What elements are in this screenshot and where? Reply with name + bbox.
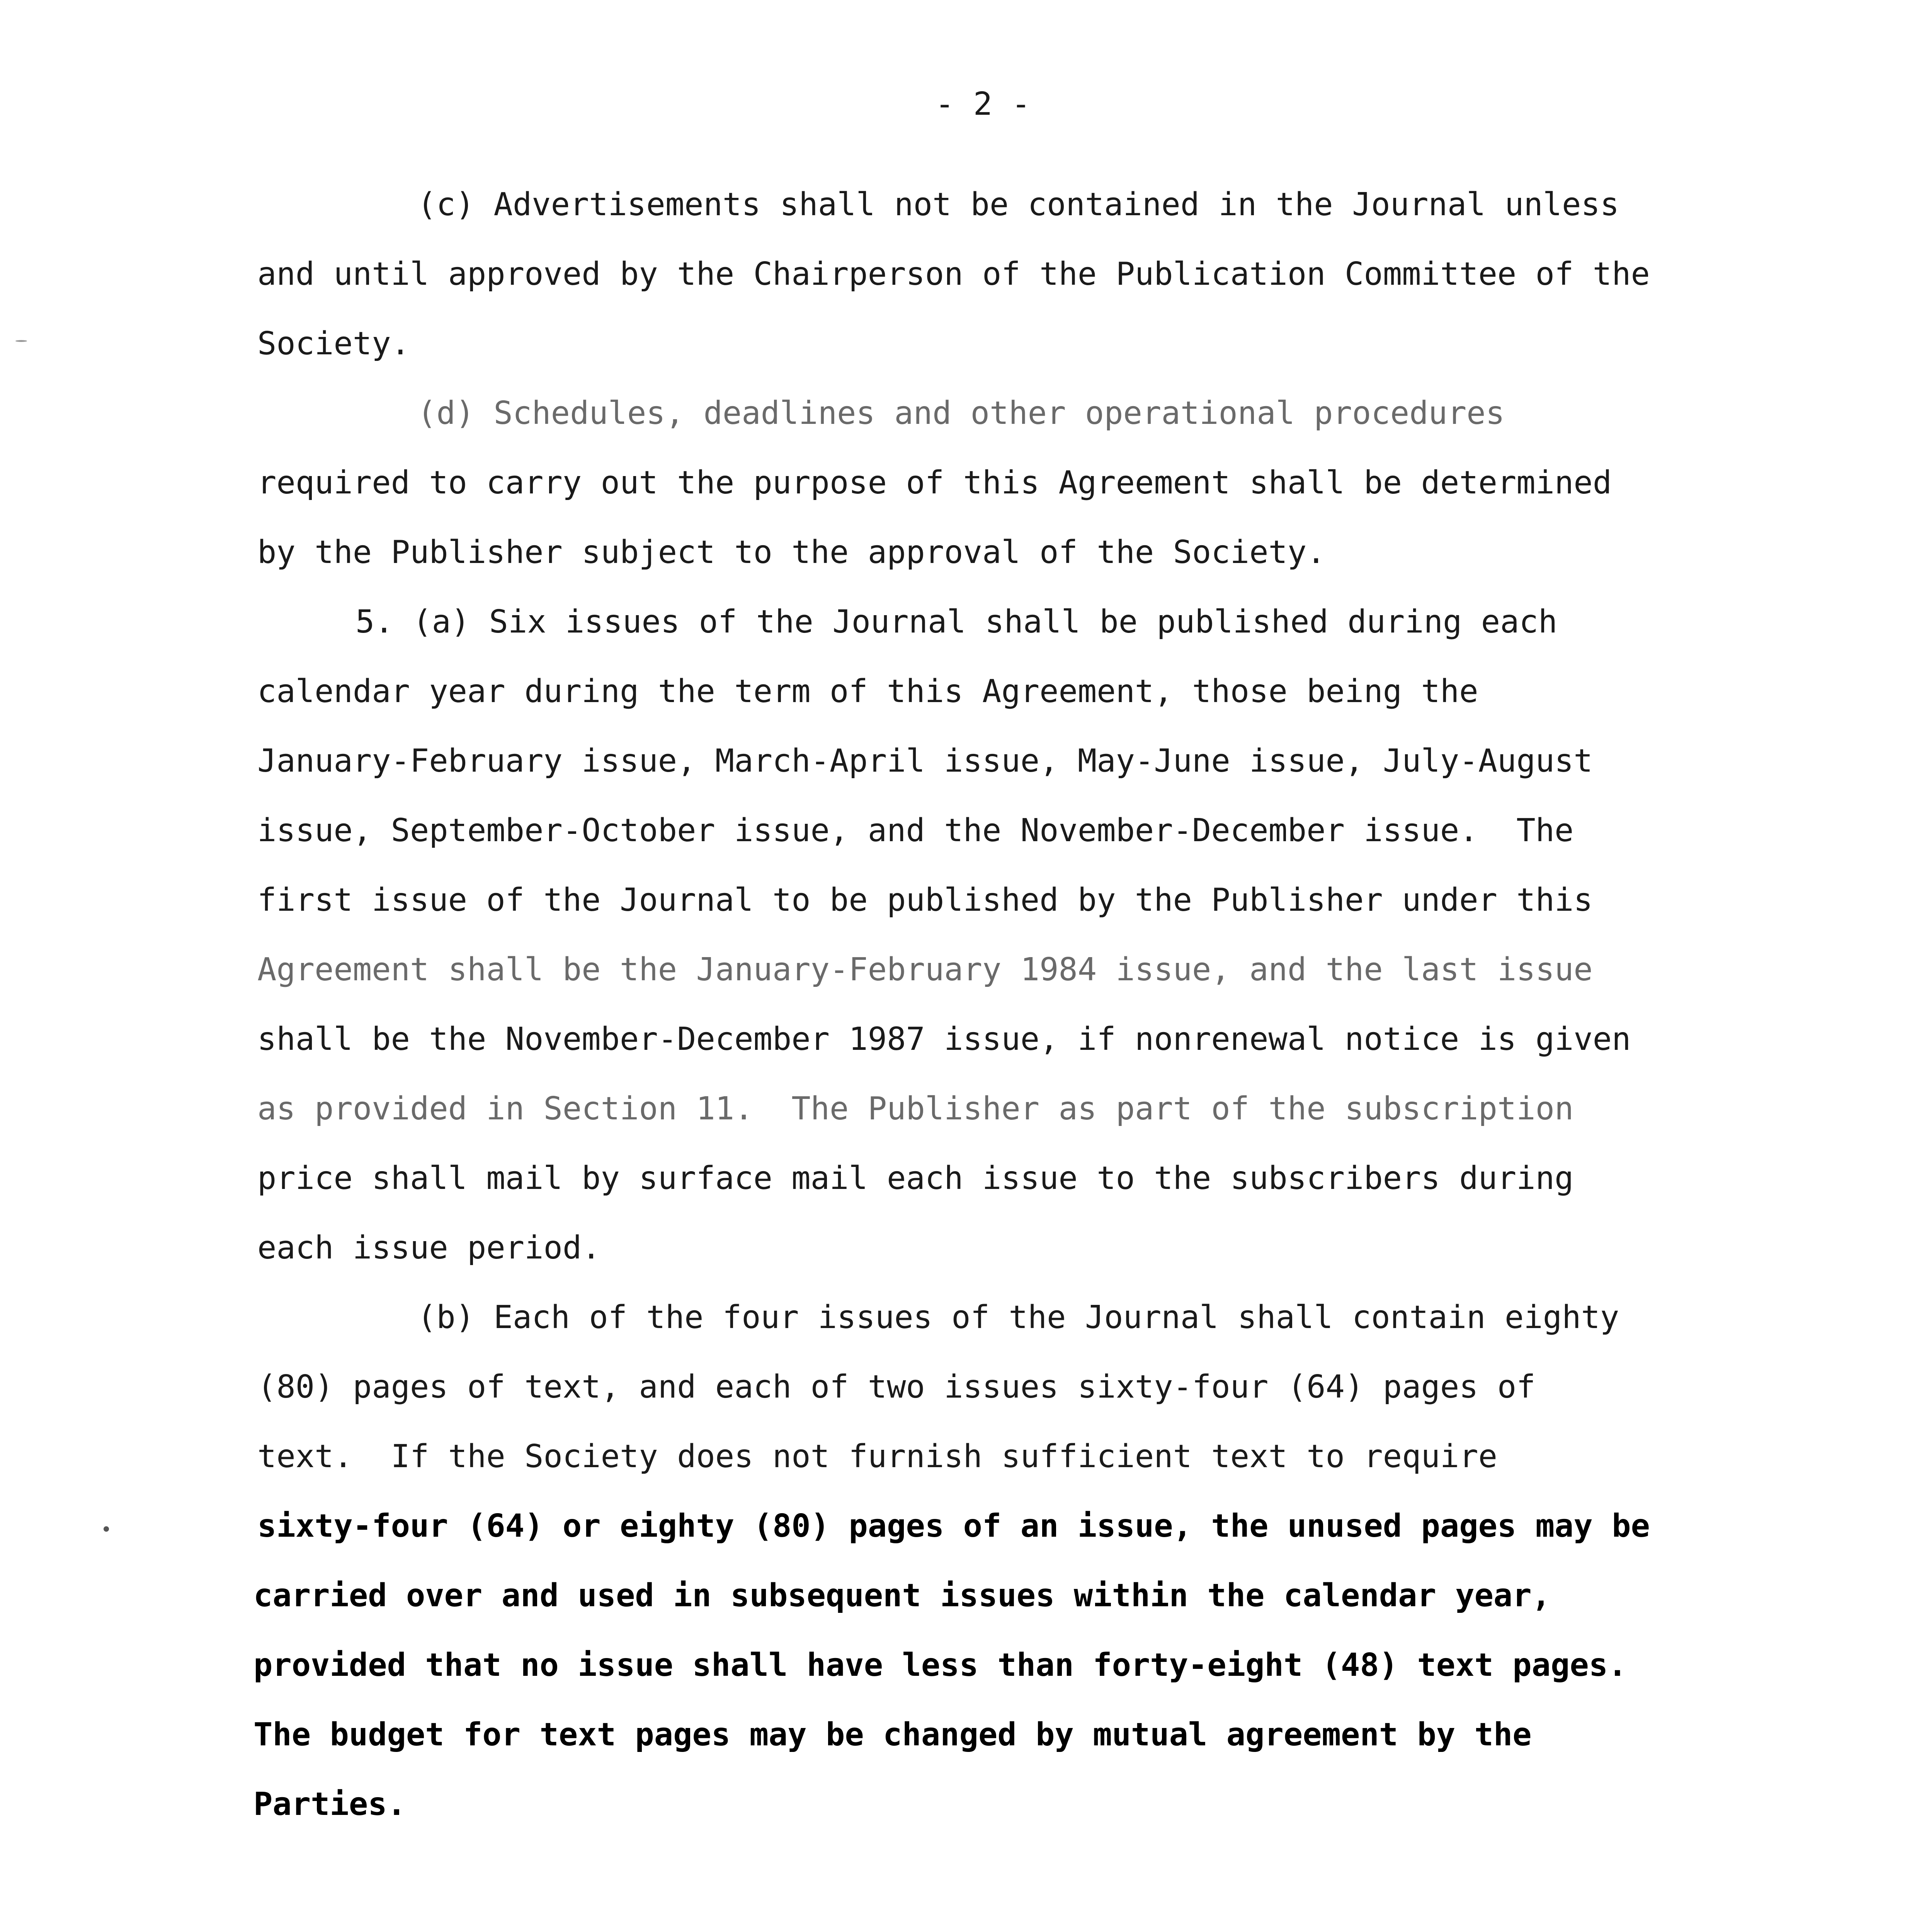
paragraph-line: by the Publisher subject to the approval of the Society. — [257, 534, 1326, 571]
paragraph-line: as provided in Section 11. The Publisher as part of the subscription — [257, 1090, 1574, 1127]
paragraph-line: provided that no issue shall have less than forty-eight (48) text pages. — [253, 1647, 1627, 1684]
paragraph-line: and until approved by the Chairperson of the Publication Committee of the — [257, 256, 1650, 293]
scan-speck — [104, 1526, 109, 1532]
paragraph-line: (80) pages of text, and each of two issues sixty-four (64) pages of — [257, 1369, 1536, 1405]
paragraph-line: each issue period. — [257, 1230, 601, 1266]
paragraph-line: price shall mail by surface mail each issue to the subscribers during — [257, 1160, 1574, 1197]
paragraph-line: Society. — [257, 325, 410, 362]
paragraph-line: calendar year during the term of this Agreement, those being the — [257, 673, 1478, 710]
scan-mark — [15, 340, 27, 342]
paragraph-line: issue, September-October issue, and the November-December issue. The — [257, 812, 1574, 849]
paragraph-line: (b) Each of the four issues of the Journal shall contain eighty — [417, 1299, 1619, 1336]
paragraph-line: (c) Advertisements shall not be contained in the Journal unless — [417, 186, 1619, 223]
paragraph-line: Parties. — [253, 1786, 406, 1823]
page-number: - 2 - — [935, 86, 1031, 122]
paragraph-line: January-February issue, March-April issue, May-June issue, July-August — [257, 743, 1593, 779]
paragraph-line: sixty-four (64) or eighty (80) pages of an issue, the unused pages may be — [257, 1508, 1650, 1544]
paragraph-line: Agreement shall be the January-February 1984 issue, and the last issue — [257, 951, 1593, 988]
paragraph-line: 5. (a) Six issues of the Journal shall be published during each — [356, 604, 1558, 640]
paragraph-line: carried over and used in subsequent issues within the calendar year, — [253, 1577, 1551, 1614]
paragraph-line: (d) Schedules, deadlines and other operational procedures — [417, 395, 1505, 432]
paragraph-line: first issue of the Journal to be published by the Publisher under this — [257, 882, 1593, 918]
paragraph-line: The budget for text pages may be changed by mutual agreement by the — [253, 1716, 1532, 1753]
paragraph-line: text. If the Society does not furnish sufficient text to require — [257, 1438, 1497, 1475]
paragraph-line: shall be the November-December 1987 issue, if nonrenewal notice is given — [257, 1021, 1631, 1058]
paragraph-line: required to carry out the purpose of this Agreement shall be determined — [257, 464, 1612, 501]
